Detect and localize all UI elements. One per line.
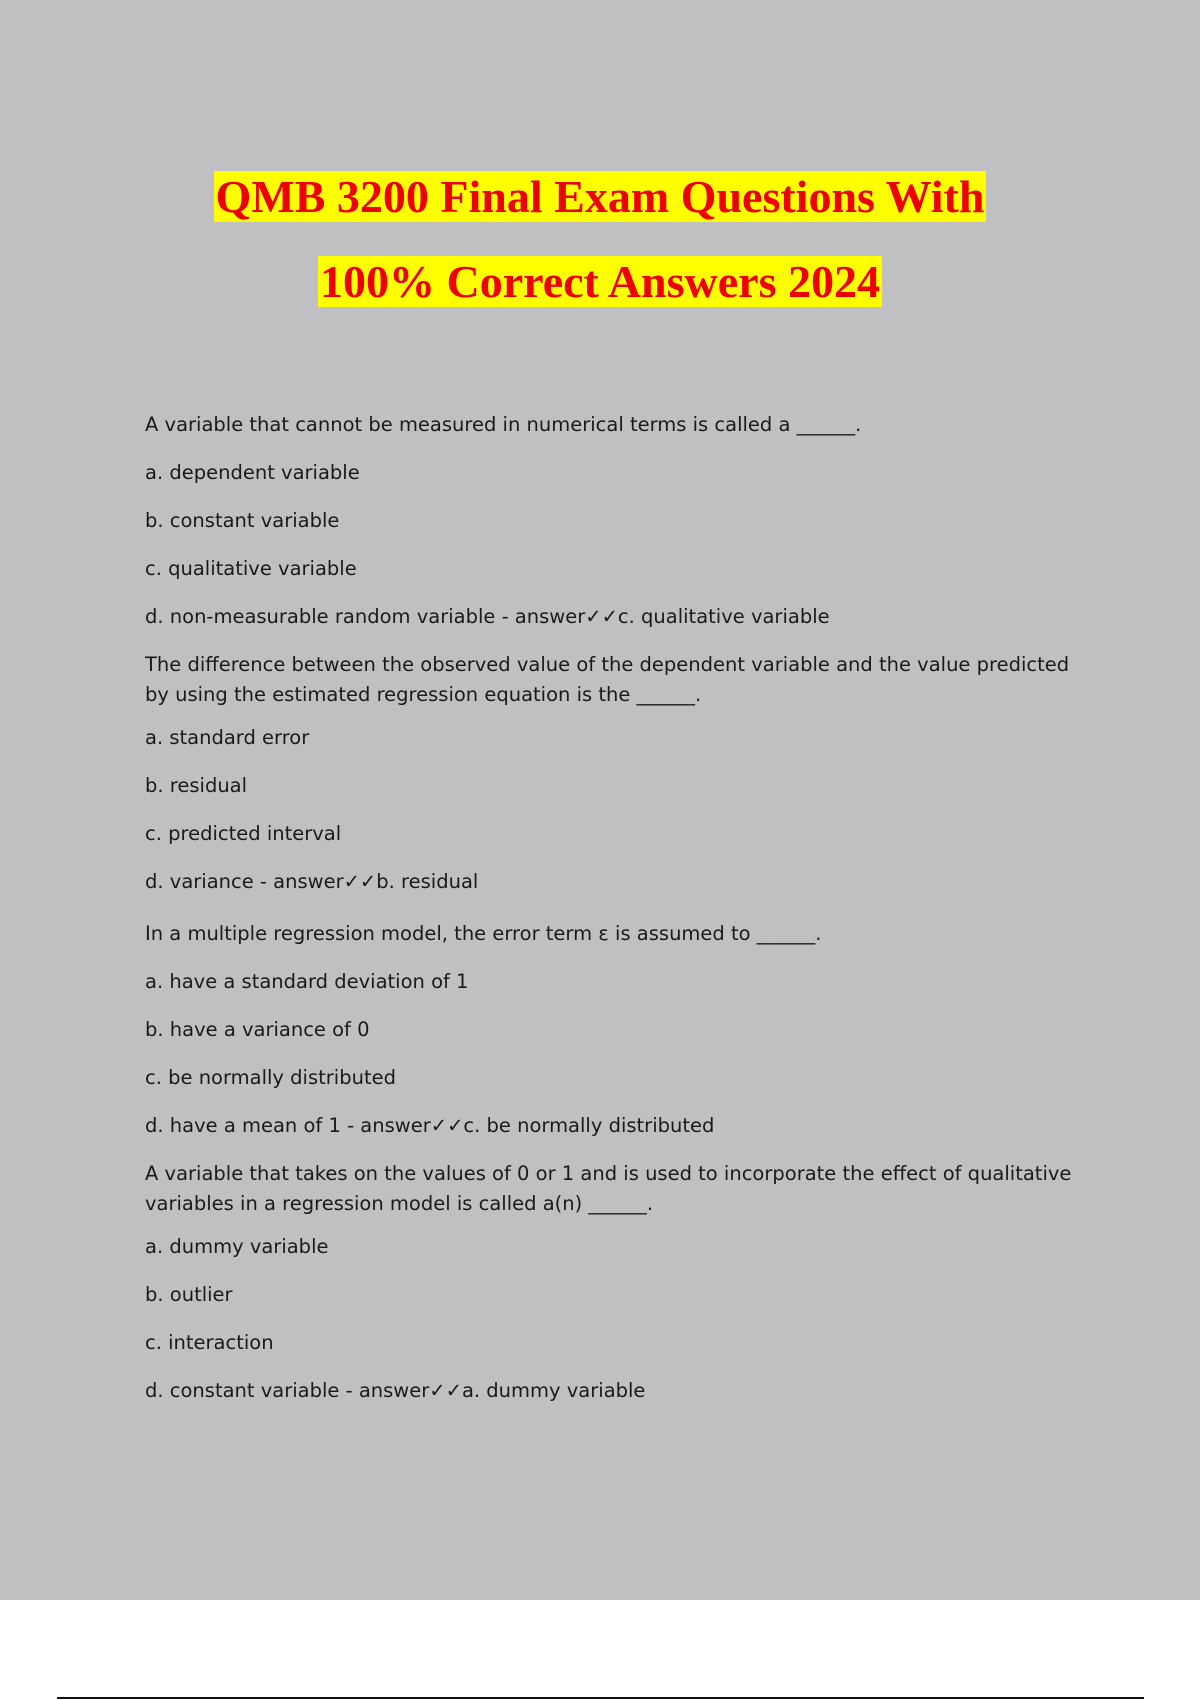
answer-option: b. outlier: [145, 1283, 233, 1306]
question-text: A variable that takes on the values of 0 or 1 and is used to incorporate the effect of qualitative variables in a regression model is called a(n) ______.: [145, 1162, 1072, 1215]
answer-option: a. have a standard deviation of 1: [145, 970, 469, 993]
question-text: In a multiple regression model, the error term ε is assumed to ______.: [145, 922, 822, 945]
answer-option: b. have a variance of 0: [145, 1018, 370, 1041]
answer-key-line: d. have a mean of 1 - answer✓✓c. be normally distributed: [145, 1114, 715, 1137]
answer-option: c. be normally distributed: [145, 1066, 396, 1089]
footer-divider: [57, 1697, 1144, 1699]
answer-key-line: d. non-measurable random variable - answer✓✓c. qualitative variable: [145, 605, 830, 628]
question-list: [145, 406, 1085, 1424]
answer-key-line: d. variance - answer✓✓b. residual: [145, 870, 479, 893]
answer-option: b. residual: [145, 774, 248, 797]
question-text: The difference between the observed value of the dependent variable and the value predicted by using the estimated regression equation is the ______.: [145, 653, 1070, 706]
answer-option: a. dependent variable: [145, 461, 360, 484]
answer-option: c. interaction: [145, 1331, 274, 1354]
document-title-line-2: [0, 253, 1200, 311]
answer-option: a. dummy variable: [145, 1235, 329, 1258]
answer-option: c. predicted interval: [145, 822, 342, 845]
answer-option: b. constant variable: [145, 509, 340, 532]
title-highlight: 100% Correct Answers 2024: [320, 256, 880, 307]
answer-option: a. standard error: [145, 726, 310, 749]
answer-option: c. qualitative variable: [145, 557, 357, 580]
document-title-line-1: [0, 168, 1200, 226]
question-text: A variable that cannot be measured in numerical terms is called a ______.: [145, 413, 862, 436]
title-highlight: QMB 3200 Final Exam Questions With: [215, 171, 985, 222]
answer-key-line: d. constant variable - answer✓✓a. dummy variable: [145, 1379, 646, 1402]
